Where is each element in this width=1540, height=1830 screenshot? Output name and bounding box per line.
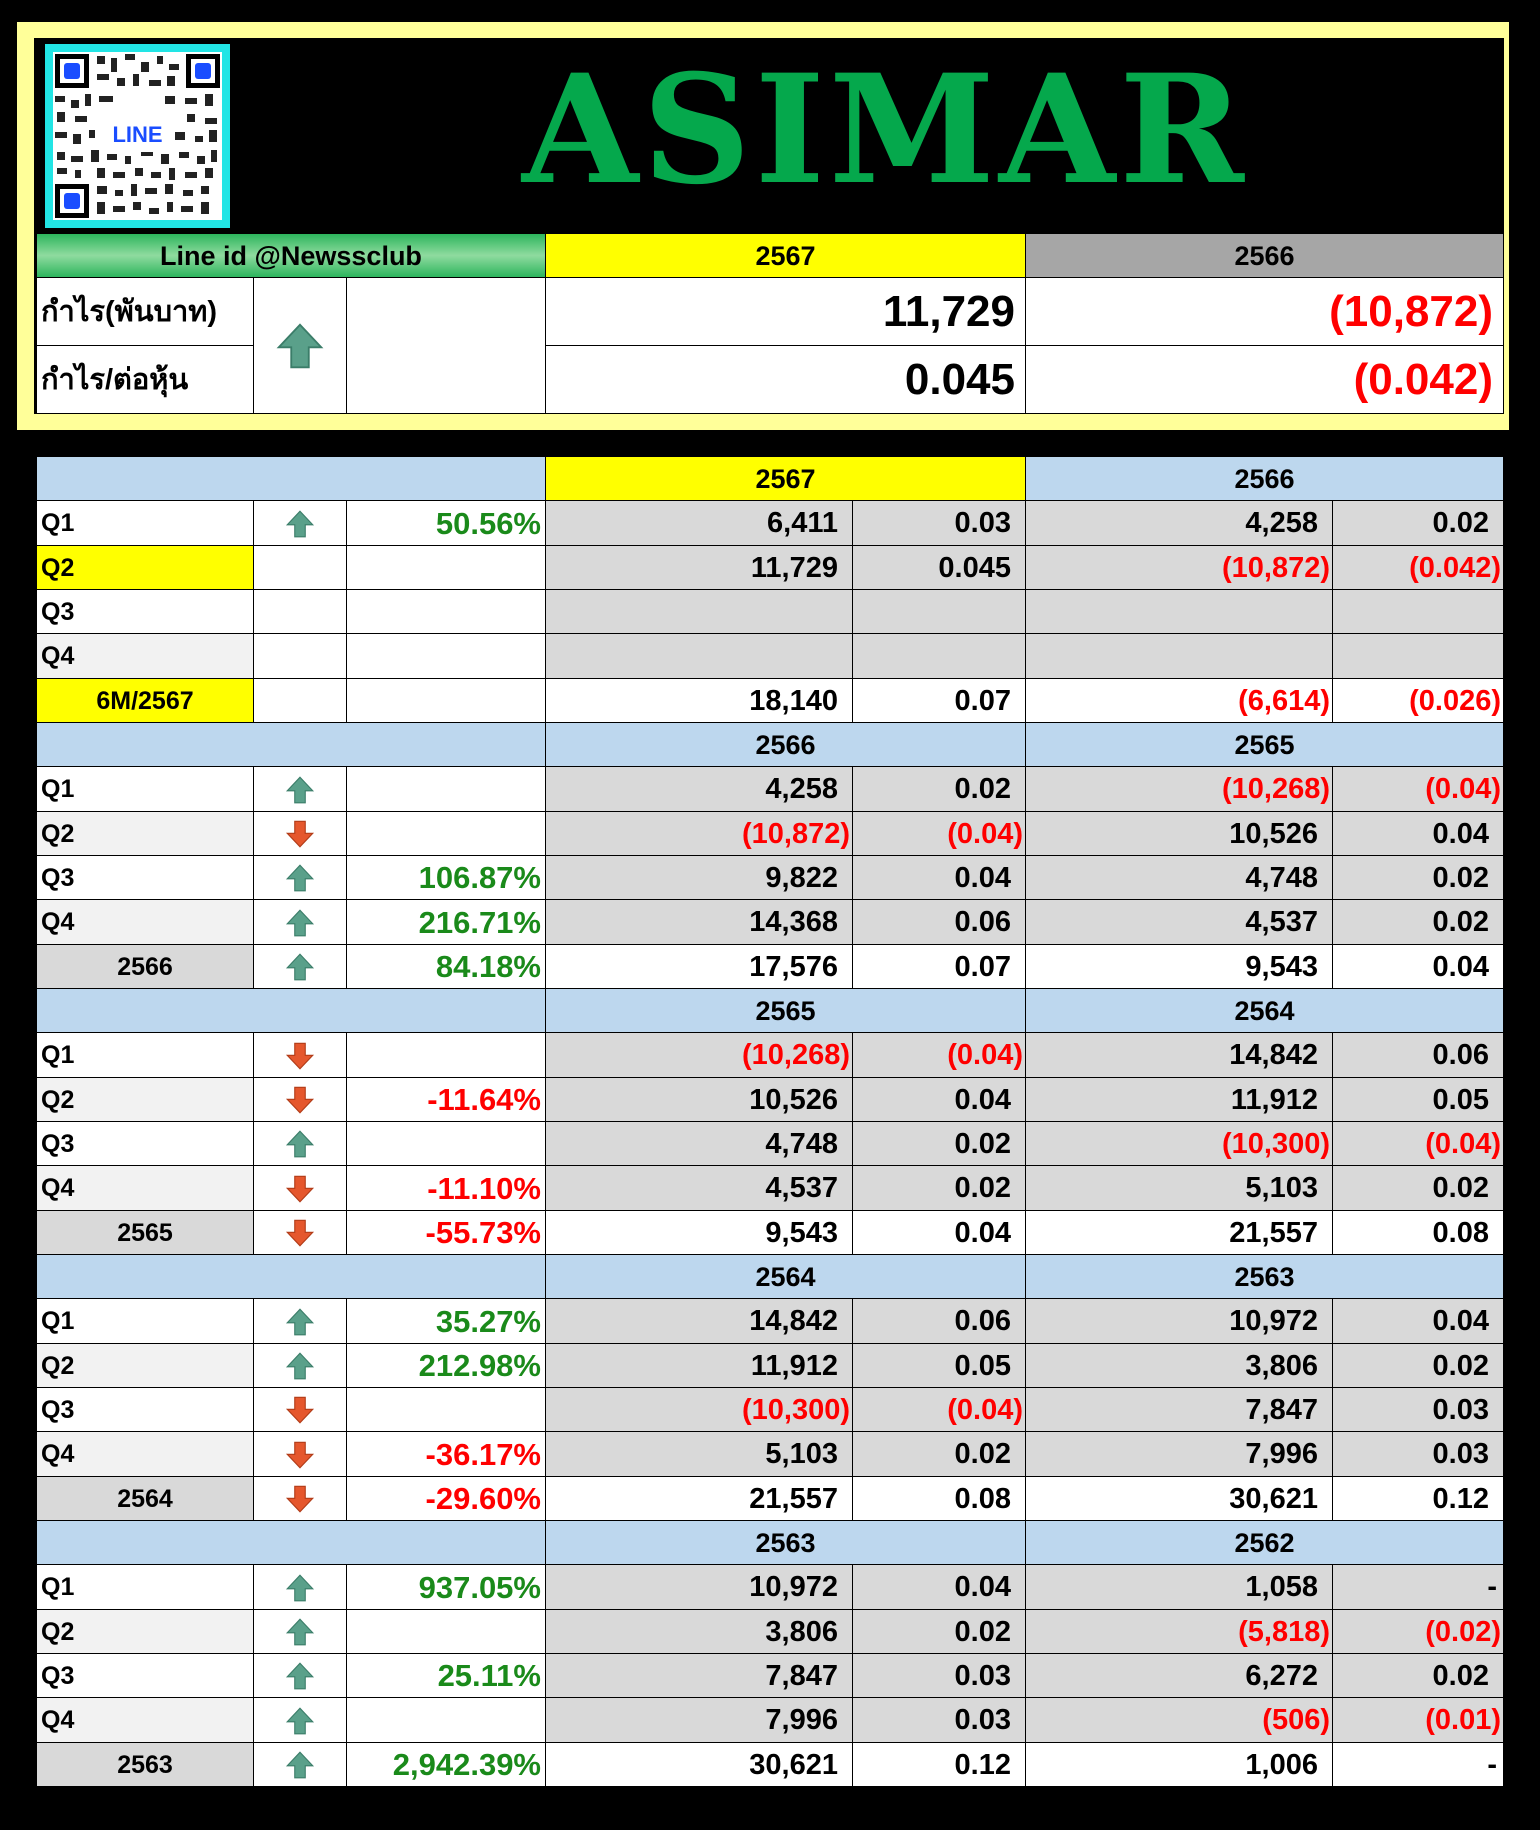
row-profit-b: (506): [1025, 1697, 1333, 1743]
arrow-down-icon: [285, 1484, 315, 1514]
row-label: Q1: [36, 1298, 254, 1344]
row-profit-a: 4,258: [545, 766, 853, 812]
row-label: 2566: [36, 944, 254, 989]
row-profit-a: 21,557: [545, 1476, 853, 1521]
row-profit-b: 3,806: [1025, 1343, 1333, 1388]
ticker-title: ASIMAR: [522, 42, 1248, 218]
row-profit-a: 5,103: [545, 1431, 853, 1477]
section-header-blank: [36, 1254, 546, 1299]
row-trend: [253, 766, 347, 812]
arrow-up-icon: [285, 1351, 315, 1381]
row-eps-a: 0.04: [852, 855, 1026, 900]
row-profit-a: [545, 589, 853, 634]
row-eps-a: 0.02: [852, 1431, 1026, 1477]
row-eps-a: 0.08: [852, 1476, 1026, 1521]
row-label: 2563: [36, 1742, 254, 1787]
row-profit-a: [545, 633, 853, 679]
row-profit-a: 11,729: [545, 545, 853, 590]
row-change-pct: [346, 1697, 546, 1743]
row-profit-a: 9,543: [545, 1210, 853, 1255]
row-change-pct: [346, 589, 546, 634]
row-change-pct: 84.18%: [346, 944, 546, 989]
row-trend: [253, 1742, 347, 1787]
row-trend: [253, 1165, 347, 1211]
arrow-up-icon: [285, 952, 315, 982]
row-eps-b: 0.02: [1332, 899, 1504, 945]
arrow-down-icon: [285, 1174, 315, 1204]
row-trend: [253, 1343, 347, 1388]
row-change-pct: -11.64%: [346, 1077, 546, 1122]
row-label: Q4: [36, 633, 254, 679]
row-eps-b: (0.04): [1332, 766, 1504, 812]
row-change-pct: -29.60%: [346, 1476, 546, 1521]
row-profit-b: 7,996: [1025, 1431, 1333, 1477]
row-eps-a: 0.02: [852, 1121, 1026, 1166]
row-change-pct: 937.05%: [346, 1564, 546, 1610]
row-eps-a: 0.02: [852, 766, 1026, 812]
row-label: Q3: [36, 1121, 254, 1166]
arrow-down-icon: [285, 1395, 315, 1425]
row-trend: [253, 545, 347, 590]
row-change-pct: [346, 1121, 546, 1166]
row-trend: [253, 1032, 347, 1078]
row-change-pct: -36.17%: [346, 1431, 546, 1477]
row-trend: [253, 1609, 347, 1654]
section-header-blank: [36, 1520, 546, 1565]
summary-blank: [346, 277, 546, 414]
row-eps-a: 0.02: [852, 1165, 1026, 1211]
eps-label: กำไร/ต่อหุ้น: [36, 345, 254, 414]
arrow-up-icon: [285, 863, 315, 893]
section-year-b: 2563: [1025, 1254, 1504, 1299]
row-eps-a: 0.03: [852, 1697, 1026, 1743]
row-eps-b: 0.05: [1332, 1077, 1504, 1122]
row-eps-b: 0.03: [1332, 1387, 1504, 1432]
row-trend: [253, 1387, 347, 1432]
row-eps-b: 0.02: [1332, 1653, 1504, 1698]
row-trend: [253, 1210, 347, 1255]
arrow-up-icon: [285, 1750, 315, 1780]
row-label: Q1: [36, 766, 254, 812]
section-year-a: 2563: [545, 1520, 1026, 1565]
eps-prev: (0.042): [1025, 345, 1504, 414]
row-change-pct: -55.73%: [346, 1210, 546, 1255]
section-year-b: 2566: [1025, 456, 1504, 501]
profit-prev: (10,872): [1025, 277, 1504, 346]
section-year-a: 2566: [545, 722, 1026, 767]
section-year-b: 2564: [1025, 988, 1504, 1033]
row-change-pct: [346, 1387, 546, 1432]
arrow-down-icon: [285, 1041, 315, 1071]
section-year-a: 2565: [545, 988, 1026, 1033]
row-label: Q3: [36, 1387, 254, 1432]
row-eps-b: 0.03: [1332, 1431, 1504, 1477]
row-label: Q1: [36, 1032, 254, 1078]
row-trend: [253, 500, 347, 546]
arrow-up-icon: [285, 1573, 315, 1603]
row-change-pct: [346, 633, 546, 679]
row-profit-a: 3,806: [545, 1609, 853, 1654]
row-profit-b: (6,614): [1025, 678, 1333, 723]
qr-line-label: LINE: [112, 122, 163, 147]
row-eps-b: 0.02: [1332, 1165, 1504, 1211]
row-profit-a: 11,912: [545, 1343, 853, 1388]
row-eps-b: 0.02: [1332, 855, 1504, 900]
row-profit-b: 7,847: [1025, 1387, 1333, 1432]
row-trend: [253, 811, 347, 856]
row-trend: [253, 1564, 347, 1610]
row-eps-a: 0.06: [852, 899, 1026, 945]
row-trend: [253, 633, 347, 679]
arrow-up-icon: [285, 1661, 315, 1691]
row-change-pct: [346, 1609, 546, 1654]
profit-current: 11,729: [545, 277, 1026, 346]
row-label: Q2: [36, 1609, 254, 1654]
row-change-pct: 50.56%: [346, 500, 546, 546]
eps-current: 0.045: [545, 345, 1026, 414]
row-profit-a: 30,621: [545, 1742, 853, 1787]
row-change-pct: 35.27%: [346, 1298, 546, 1344]
row-eps-b: (0.01): [1332, 1697, 1504, 1743]
row-eps-a: [852, 633, 1026, 679]
section-year-a: 2564: [545, 1254, 1026, 1299]
row-trend: [253, 899, 347, 945]
row-trend: [253, 1431, 347, 1477]
row-profit-b: 4,537: [1025, 899, 1333, 945]
row-profit-b: 6,272: [1025, 1653, 1333, 1698]
row-label: 6M/2567: [36, 678, 254, 723]
row-eps-a: 0.04: [852, 1564, 1026, 1610]
arrow-up-icon: [285, 1129, 315, 1159]
row-trend: [253, 944, 347, 989]
row-trend: [253, 589, 347, 634]
row-eps-a: (0.04): [852, 1032, 1026, 1078]
arrow-down-icon: [285, 1218, 315, 1248]
row-eps-a: (0.04): [852, 811, 1026, 856]
row-eps-a: 0.07: [852, 944, 1026, 989]
arrow-up-icon: [285, 509, 315, 539]
row-profit-b: 5,103: [1025, 1165, 1333, 1211]
arrow-down-icon: [285, 1085, 315, 1115]
row-eps-b: -: [1332, 1564, 1504, 1610]
row-change-pct: 106.87%: [346, 855, 546, 900]
row-profit-a: (10,268): [545, 1032, 853, 1078]
row-profit-a: 6,411: [545, 500, 853, 546]
row-label: Q4: [36, 1431, 254, 1477]
row-eps-a: 0.045: [852, 545, 1026, 590]
row-profit-b: [1025, 633, 1333, 679]
row-eps-b: [1332, 633, 1504, 679]
row-profit-b: 9,543: [1025, 944, 1333, 989]
row-profit-b: (5,818): [1025, 1609, 1333, 1654]
row-trend: [253, 1476, 347, 1521]
row-change-pct: [346, 678, 546, 723]
row-eps-b: (0.02): [1332, 1609, 1504, 1654]
row-profit-a: 4,748: [545, 1121, 853, 1166]
line-id-label: Line id @Newssclub: [36, 233, 546, 278]
row-eps-a: 0.02: [852, 1609, 1026, 1654]
row-eps-a: 0.06: [852, 1298, 1026, 1344]
row-profit-b: 4,258: [1025, 500, 1333, 546]
row-trend: [253, 855, 347, 900]
row-profit-a: 10,526: [545, 1077, 853, 1122]
row-change-pct: 216.71%: [346, 899, 546, 945]
row-change-pct: 2,942.39%: [346, 1742, 546, 1787]
row-profit-a: 14,368: [545, 899, 853, 945]
row-label: Q2: [36, 545, 254, 590]
arrow-up-icon: [285, 1617, 315, 1647]
row-trend: [253, 1121, 347, 1166]
row-eps-b: (0.04): [1332, 1121, 1504, 1166]
row-eps-a: 0.04: [852, 1210, 1026, 1255]
summary-trend: [253, 277, 347, 414]
row-label: Q1: [36, 500, 254, 546]
section-year-b: 2562: [1025, 1520, 1504, 1565]
row-profit-a: 4,537: [545, 1165, 853, 1211]
arrow-up-icon: [275, 321, 325, 371]
row-eps-b: 0.02: [1332, 500, 1504, 546]
row-eps-a: 0.12: [852, 1742, 1026, 1787]
row-eps-b: 0.04: [1332, 944, 1504, 989]
row-trend: [253, 1077, 347, 1122]
row-profit-b: 14,842: [1025, 1032, 1333, 1078]
arrow-up-icon: [285, 1307, 315, 1337]
summary-year-current: 2567: [545, 233, 1026, 278]
row-label: 2564: [36, 1476, 254, 1521]
arrow-down-icon: [285, 1440, 315, 1470]
row-change-pct: 25.11%: [346, 1653, 546, 1698]
row-eps-b: -: [1332, 1742, 1504, 1787]
row-profit-a: 17,576: [545, 944, 853, 989]
arrow-up-icon: [285, 775, 315, 805]
row-eps-a: [852, 589, 1026, 634]
row-eps-b: 0.08: [1332, 1210, 1504, 1255]
row-eps-b: (0.042): [1332, 545, 1504, 590]
row-eps-a: 0.03: [852, 1653, 1026, 1698]
row-profit-a: 7,996: [545, 1697, 853, 1743]
row-profit-a: 18,140: [545, 678, 853, 723]
row-trend: [253, 678, 347, 723]
row-profit-b: (10,268): [1025, 766, 1333, 812]
row-profit-a: 7,847: [545, 1653, 853, 1698]
row-label: Q2: [36, 1343, 254, 1388]
row-label: Q2: [36, 811, 254, 856]
section-year-a: 2567: [545, 456, 1026, 501]
profit-label: กำไร(พันบาท): [36, 277, 254, 346]
row-trend: [253, 1653, 347, 1698]
row-profit-a: (10,872): [545, 811, 853, 856]
row-eps-b: 0.06: [1332, 1032, 1504, 1078]
arrow-up-icon: [285, 1706, 315, 1736]
row-profit-b: 10,526: [1025, 811, 1333, 856]
row-label: Q4: [36, 1165, 254, 1211]
section-header-blank: [36, 456, 546, 501]
row-label: Q3: [36, 1653, 254, 1698]
row-profit-b: 1,058: [1025, 1564, 1333, 1610]
row-profit-b: (10,300): [1025, 1121, 1333, 1166]
row-label: Q2: [36, 1077, 254, 1122]
row-profit-a: (10,300): [545, 1387, 853, 1432]
row-eps-a: 0.05: [852, 1343, 1026, 1388]
row-label: Q3: [36, 589, 254, 634]
row-eps-a: 0.07: [852, 678, 1026, 723]
row-change-pct: 212.98%: [346, 1343, 546, 1388]
row-trend: [253, 1697, 347, 1743]
row-profit-b: 10,972: [1025, 1298, 1333, 1344]
row-change-pct: [346, 811, 546, 856]
section-header-blank: [36, 988, 546, 1033]
row-eps-b: 0.04: [1332, 1298, 1504, 1344]
row-label: Q1: [36, 1564, 254, 1610]
summary-year-prev: 2566: [1025, 233, 1504, 278]
row-profit-b: [1025, 589, 1333, 634]
row-eps-a: 0.04: [852, 1077, 1026, 1122]
row-profit-b: 21,557: [1025, 1210, 1333, 1255]
section-header-blank: [36, 722, 546, 767]
row-eps-b: 0.12: [1332, 1476, 1504, 1521]
row-label: Q4: [36, 899, 254, 945]
row-profit-b: 11,912: [1025, 1077, 1333, 1122]
row-eps-a: (0.04): [852, 1387, 1026, 1432]
row-profit-b: 4,748: [1025, 855, 1333, 900]
row-eps-a: 0.03: [852, 500, 1026, 546]
row-eps-b: 0.04: [1332, 811, 1504, 856]
row-label: Q3: [36, 855, 254, 900]
arrow-down-icon: [285, 819, 315, 849]
row-label: 2565: [36, 1210, 254, 1255]
row-change-pct: [346, 545, 546, 590]
row-profit-a: 14,842: [545, 1298, 853, 1344]
row-label: Q4: [36, 1697, 254, 1743]
row-eps-b: (0.026): [1332, 678, 1504, 723]
row-eps-b: [1332, 589, 1504, 634]
row-profit-b: 30,621: [1025, 1476, 1333, 1521]
arrow-up-icon: [285, 908, 315, 938]
row-profit-b: 1,006: [1025, 1742, 1333, 1787]
section-year-b: 2565: [1025, 722, 1504, 767]
line-qr-code[interactable]: [45, 44, 230, 228]
row-change-pct: -11.10%: [346, 1165, 546, 1211]
row-profit-a: 9,822: [545, 855, 853, 900]
row-change-pct: [346, 1032, 546, 1078]
row-trend: [253, 1298, 347, 1344]
row-profit-a: 10,972: [545, 1564, 853, 1610]
row-profit-b: (10,872): [1025, 545, 1333, 590]
row-change-pct: [346, 766, 546, 812]
row-eps-b: 0.02: [1332, 1343, 1504, 1388]
